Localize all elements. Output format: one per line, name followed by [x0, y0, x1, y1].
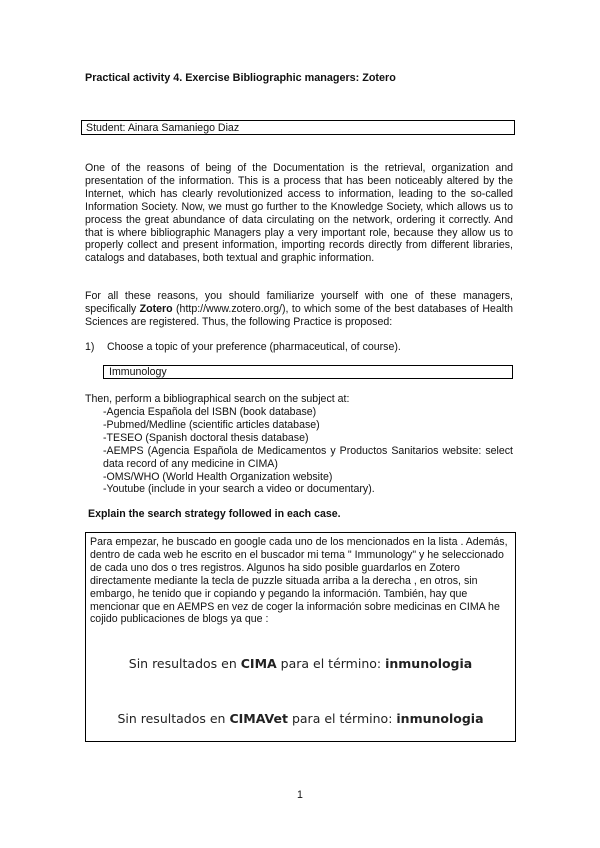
cima-no-results	[85, 656, 516, 671]
intro-paragraph: One of the reasons of being of the Documentation is the retrieval, organization and presentation of the information. This is a process that has been noticeably altered by the Internet, which has clearly revolutionized access to information, leading to the so-called Information Society. Now, we must go further to the Knowledge Society, which allows us to process the great abundance of data circulating on the network, ordering it correctly. And that is where bibliographic Managers play a very important role, because they allow us to properly collect and present information, importing records directly from different libraries, catalogs and databases, both textual and graphic information.	[85, 162, 513, 265]
explain-heading: Explain the search strategy followed in each case.	[88, 508, 341, 520]
result-term: inmunologia	[396, 711, 484, 726]
page-number: 1	[297, 789, 303, 801]
zotero-bold: Zotero	[139, 302, 173, 315]
zotero-paragraph-end: (http://www.zotero.org/), to which some of the best databases of Health Sciences are registered. Thus, the following Practice is proposed:	[85, 302, 513, 328]
source-item: -TESEO (Spanish doctoral thesis database)	[103, 431, 309, 444]
source-item: -AEMPS (Agencia Española de Medicamentos y Productos Sanitarios website: select data record of any medicine in CIMA)	[103, 444, 513, 470]
topic-answer-box: Immunology	[103, 365, 513, 379]
result-db: CIMAVet	[229, 711, 288, 726]
question-text: Choose a topic of your preference (pharmaceutical, of course).	[107, 341, 401, 353]
student-name-box: Student: Ainara Samaniego Diaz	[81, 120, 515, 135]
result-term: inmunologia	[385, 656, 473, 671]
zotero-paragraph-start: For all these reasons, you should familiarize yourself with one of these managers, specifically	[85, 290, 513, 315]
source-item: -Pubmed/Medline (scientific articles database)	[103, 418, 320, 431]
source-item: -Agencia Española del ISBN (book database)	[103, 406, 317, 418]
source-item: -OMS/WHO (World Health Organization website)	[103, 470, 333, 483]
result-middle: para el término:	[287, 711, 397, 726]
zotero-paragraph	[85, 290, 513, 329]
question-number: 1)	[85, 341, 95, 353]
sources-list	[103, 406, 513, 496]
result-prefix: Sin resultados en	[128, 656, 241, 671]
result-middle: para el término:	[276, 656, 386, 671]
result-db: CIMA	[240, 656, 277, 671]
cimavet-no-results	[85, 711, 516, 726]
explanation-text: Para empezar, he buscado en google cada uno de los mencionados en la lista . Además, dentro de cada web he escrito en el buscador mi tema " Immunology" y he seleccionado de cada uno dos o tres registros. Algunos ha sido posible guardarlos en Zotero directamente mediante la tecla de puzzle situada arriba a la derecha , en otros, sin embargo, he tenido que ir copiando y pegando la información. También, hay que mencionar que en AEMPS en vez de coger la información sobre medicinas en CIMA he cojido publicaciones de blogs ya que :	[90, 536, 508, 626]
result-prefix: Sin resultados en	[117, 711, 230, 726]
search-intro: Then, perform a bibliographical search on the subject at:	[85, 393, 350, 405]
source-item: -Youtube (include in your search a video or documentary).	[103, 483, 375, 496]
question-1	[85, 341, 401, 353]
document-title: Practical activity 4. Exercise Bibliographic managers: Zotero	[85, 72, 396, 84]
